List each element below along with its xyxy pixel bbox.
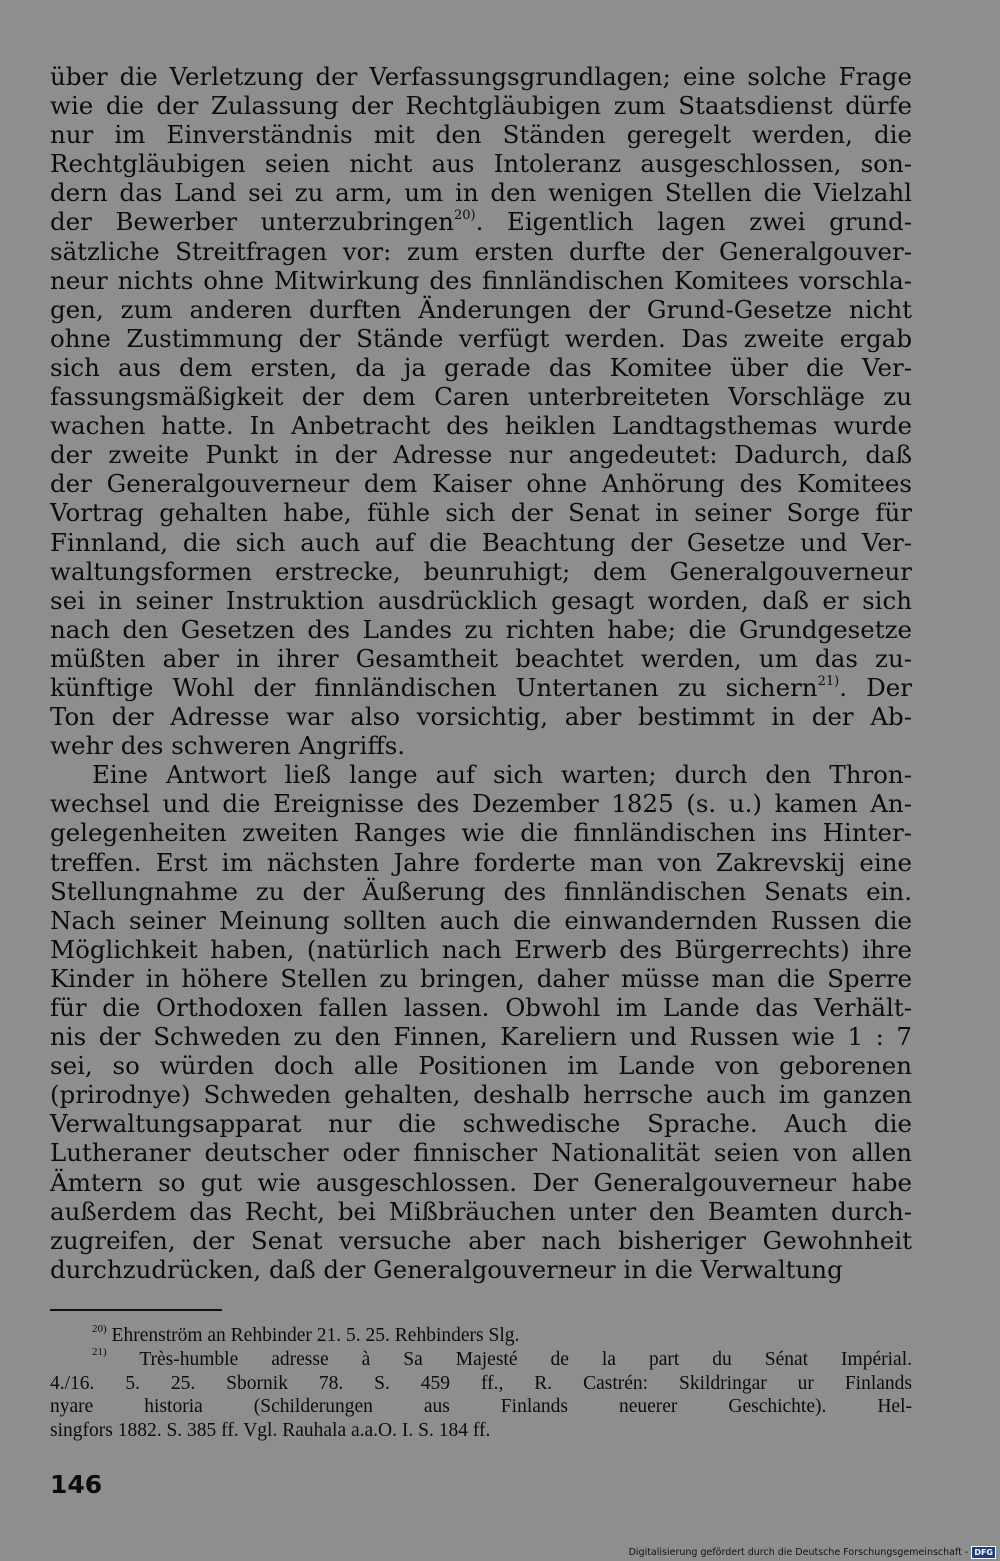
text-line: Ämtern so gut wie ausgeschlossen. Der Generalgouverneur habe	[50, 1167, 912, 1197]
text-line: sätzliche Streitfragen vor: zum ersten durfte der Generalgouver-	[50, 236, 912, 266]
footnote-21	[50, 1348, 912, 1443]
text-line: fassungsmäßigkeit der dem Caren unterbreiteten Vorschläge zu	[50, 382, 912, 412]
text-line: wie die der Zulassung der Rechtgläubigen zum Staatsdienst dürfe	[50, 91, 912, 121]
text-line: wechsel und die Ereignisse des Dezember 1825 (s. u.) kamen An-	[50, 789, 912, 819]
text-line: Finnland, die sich auch auf die Beachtung der Gesetze und Ver-	[50, 527, 912, 557]
footnote-line	[50, 1348, 912, 1372]
footnote-20	[50, 1324, 912, 1348]
footnote-line	[50, 1372, 912, 1396]
footnote-text: singfors 1882. S. 385 ff. Vgl. Rauhala a.a.O. I. S. 184 ff.	[50, 1420, 491, 1442]
text-line: nur im Einverständnis mit den Ständen geregelt werden, die	[50, 120, 912, 150]
text-line: Eine Antwort ließ lange auf sich warten; durch den Thron-	[92, 760, 912, 790]
page-number: 146	[50, 1470, 103, 1499]
text-line: gelegenheiten zweiten Ranges wie die finnländischen ins Hinter-	[50, 818, 912, 848]
text-line: Möglichkeit haben, (natürlich nach Erwerb des Bürgerrechts) ihre	[50, 934, 912, 964]
text-line: über die Verletzung der Verfassungsgrundlagen; eine solche Frage	[50, 62, 912, 91]
text-segment: . Der	[839, 672, 912, 702]
text-line: außerdem das Recht, bei Mißbräuchen unter den Beamten durch-	[50, 1196, 912, 1226]
footnote-line	[50, 1395, 912, 1419]
text-segment: . Eigentlich lagen zwei grund-	[475, 207, 912, 237]
paragraph-2	[50, 760, 912, 1284]
text-segment: künftige Wohl der finnländischen Untertanen zu sichern	[50, 672, 818, 702]
text-line: durchzudrücken, daß der Generalgouverneur in die Verwaltung	[50, 1254, 843, 1284]
text-line: Verwaltungsapparat nur die schwedische Sprache. Auch die	[50, 1109, 912, 1139]
text-line: Ton der Adresse war also vorsichtig, aber bestimmt in der Ab-	[50, 702, 912, 732]
text-line: Rechtgläubigen seien nicht aus Intoleranz ausgeschlossen, son-	[50, 149, 912, 179]
footnote-line	[50, 1324, 912, 1348]
footnote-ref: 21)	[817, 673, 840, 689]
dfg-logo-icon: DFG	[971, 1546, 996, 1559]
text-line: Lutheraner deutscher oder finnischer Nationalität seien von allen	[50, 1138, 912, 1168]
text-line: Nach seiner Meinung sollten auch die einwandernden Russen die	[50, 905, 912, 935]
text-line: dern das Land sei zu arm, um in den wenigen Stellen die Vielzahl	[50, 178, 912, 208]
text-line: (prirodnye) Schweden gehalten, deshalb herrsche auch im ganzen	[50, 1080, 912, 1110]
footnote-text: Très-humble adresse à Sa Majesté de la part du Sénat Impérial.	[139, 1348, 912, 1370]
text-line: nach den Gesetzen des Landes zu richten habe; die Grundgesetze	[50, 614, 912, 644]
footnote-ref: 20)	[453, 208, 476, 224]
footnote-line	[50, 1419, 912, 1443]
text-line: für die Orthodoxen fallen lassen. Obwohl im Lande das Verhält-	[50, 993, 912, 1022]
footnote-text: 4./16. 5. 25. Sbornik 78. S. 459 ff., R. Castrén: Skildringar ur Finlands	[50, 1372, 912, 1394]
text-line: zugreifen, der Senat versuche aber nach bisheriger Gewohnheit	[50, 1225, 912, 1255]
footnote-mark: 20)	[92, 1322, 107, 1335]
text-line: wehr des schweren Angriffs.	[50, 731, 406, 761]
footnote-divider	[50, 1309, 222, 1311]
text-line: ohne Zustimmung der Stände verfügt werden. Das zweite ergab	[50, 323, 912, 353]
text-line: sich aus dem ersten, da ja gerade das Komitee über die Ver-	[50, 352, 912, 382]
digitization-credit	[629, 1546, 996, 1559]
footnotes	[50, 1324, 912, 1443]
text-line	[50, 207, 912, 236]
text-line: neur nichts ohne Mitwirkung des finnländischen Komitees vorschla-	[50, 265, 912, 295]
credit-text: Digitalisierung gefördert durch die Deutsche Forschungsgemeinschaft -	[628, 1547, 969, 1558]
text-line: der zweite Punkt in der Adresse nur angedeutet: Dadurch, daß	[50, 440, 912, 470]
text-line: Kinder in höhere Stellen zu bringen, daher müsse man die Sperre	[50, 963, 912, 993]
text-line: gen, zum anderen durften Änderungen der Grund-Gesetze nicht	[50, 294, 912, 324]
text-line: wachen hatte. In Anbetracht des heiklen Landtagsthemas wurde	[50, 411, 912, 441]
text-line: müßten aber in ihrer Gesamtheit beachtet werden, um das zu-	[50, 643, 912, 673]
text-line: sei, so würden doch alle Positionen im Lande von geborenen	[50, 1051, 912, 1081]
text-line: treffen. Erst im nächsten Jahre forderte man von Zakrevskij eine	[50, 847, 912, 877]
text-line: nis der Schweden zu den Finnen, Kareliern und Russen wie 1 : 7	[50, 1022, 912, 1052]
text-line: der Generalgouverneur dem Kaiser ohne Anhörung des Komitees	[50, 469, 912, 499]
text-line	[50, 673, 912, 702]
footnote-text: Ehrenström an Rehbinder 21. 5. 25. Rehbinders Slg.	[111, 1325, 520, 1346]
text-line: Stellungnahme zu der Äußerung des finnländischen Senats ein.	[50, 876, 912, 906]
footnote-text: nyare historia (Schilderungen aus Finlands neuerer Geschichte). Hel-	[50, 1396, 912, 1418]
text-line: Vortrag gehalten habe, fühle sich der Senat in seiner Sorge für	[50, 498, 912, 528]
footnote-mark: 21)	[92, 1346, 107, 1359]
text-segment: der Bewerber unterzubringen	[50, 207, 454, 237]
text-line: waltungsformen erstrecke, beunruhigt; dem Generalgouverneur	[50, 556, 912, 586]
text-line: sei in seiner Instruktion ausdrücklich gesagt worden, daß er sich	[50, 585, 912, 615]
page-body	[50, 62, 912, 1284]
paragraph-1	[50, 62, 912, 760]
